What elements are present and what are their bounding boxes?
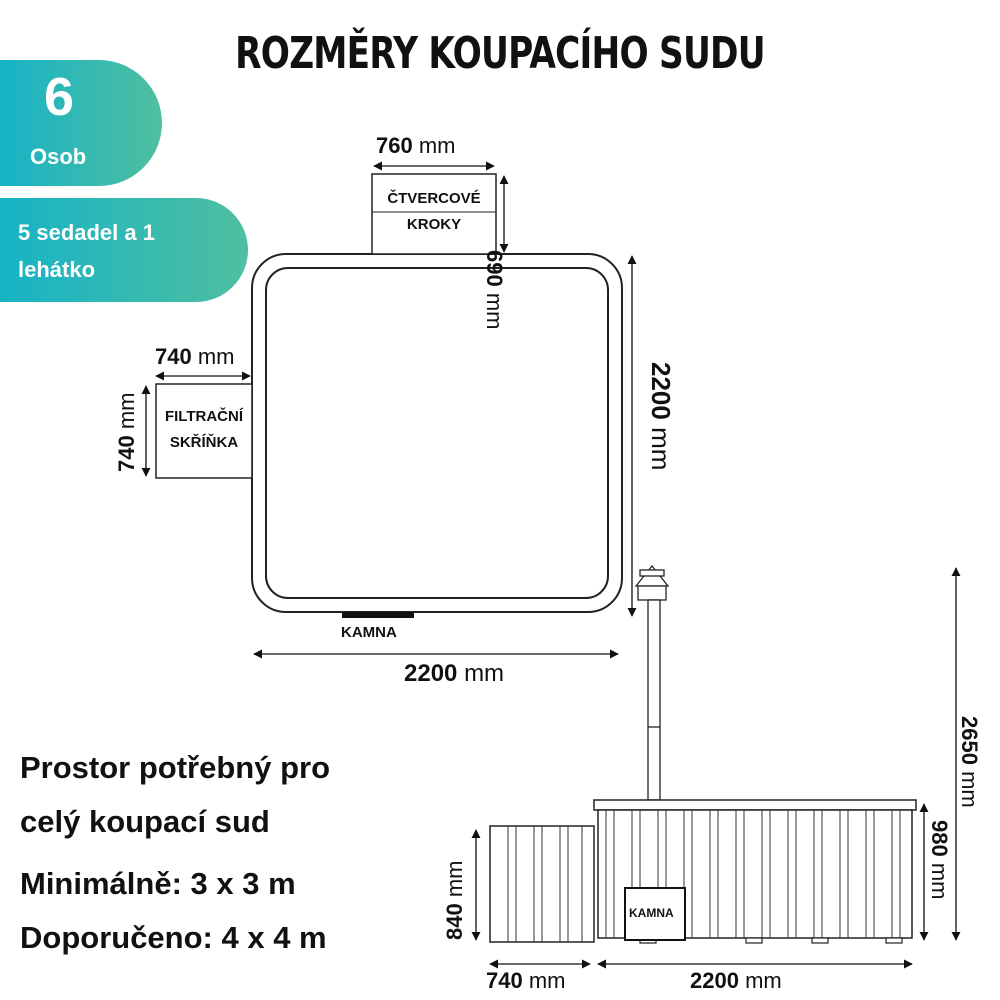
tub-width-label: 2200 mm: [404, 660, 505, 687]
persons-label: Osob: [30, 144, 87, 169]
tub-side-height-label: 980 mm: [927, 820, 952, 900]
chimney: [636, 566, 668, 800]
tub-side-width-label: 2200 mm: [690, 968, 782, 993]
tub-outer-outline: [252, 254, 622, 612]
tub-height-label: 2200 mm: [646, 362, 676, 471]
filter-width-label: 740 mm: [155, 344, 235, 369]
page-title: ROZMĚRY KOUPACÍHO SUDU: [235, 28, 765, 79]
side-tub-rim: [594, 800, 916, 810]
steps-depth-label: 690 mm: [482, 250, 507, 330]
filter-label: FILTRAČNÍ SKŘÍŇKA: [164, 408, 244, 451]
stove-label: KAMNA: [341, 624, 397, 641]
persons-number: 6: [44, 67, 75, 127]
space-info-recommended: Doporučeno: 4 x 4 m: [20, 920, 327, 955]
steps-label: ČTVERCOVÉ KROKY: [387, 190, 481, 233]
space-info-line2: celý koupací sud: [20, 804, 270, 839]
steps-width-label: 760 mm: [376, 133, 456, 158]
space-info-minimum: Minimálně: 3 x 3 m: [20, 866, 296, 901]
total-height-label: 2650 mm: [957, 716, 982, 808]
filter-side-width-label: 740 mm: [486, 968, 566, 993]
seats-label: 5 sedadel a 1 lehátko: [18, 220, 155, 282]
space-info-line1: Prostor potřebný pro: [20, 750, 331, 785]
filter-height-label: 740 mm: [114, 392, 139, 472]
filter-side-height-label: 840 mm: [442, 860, 467, 940]
tub-inner-outline: [266, 268, 608, 598]
side-stove-label: KAMNA: [629, 906, 674, 920]
stove-bar: [342, 612, 414, 618]
